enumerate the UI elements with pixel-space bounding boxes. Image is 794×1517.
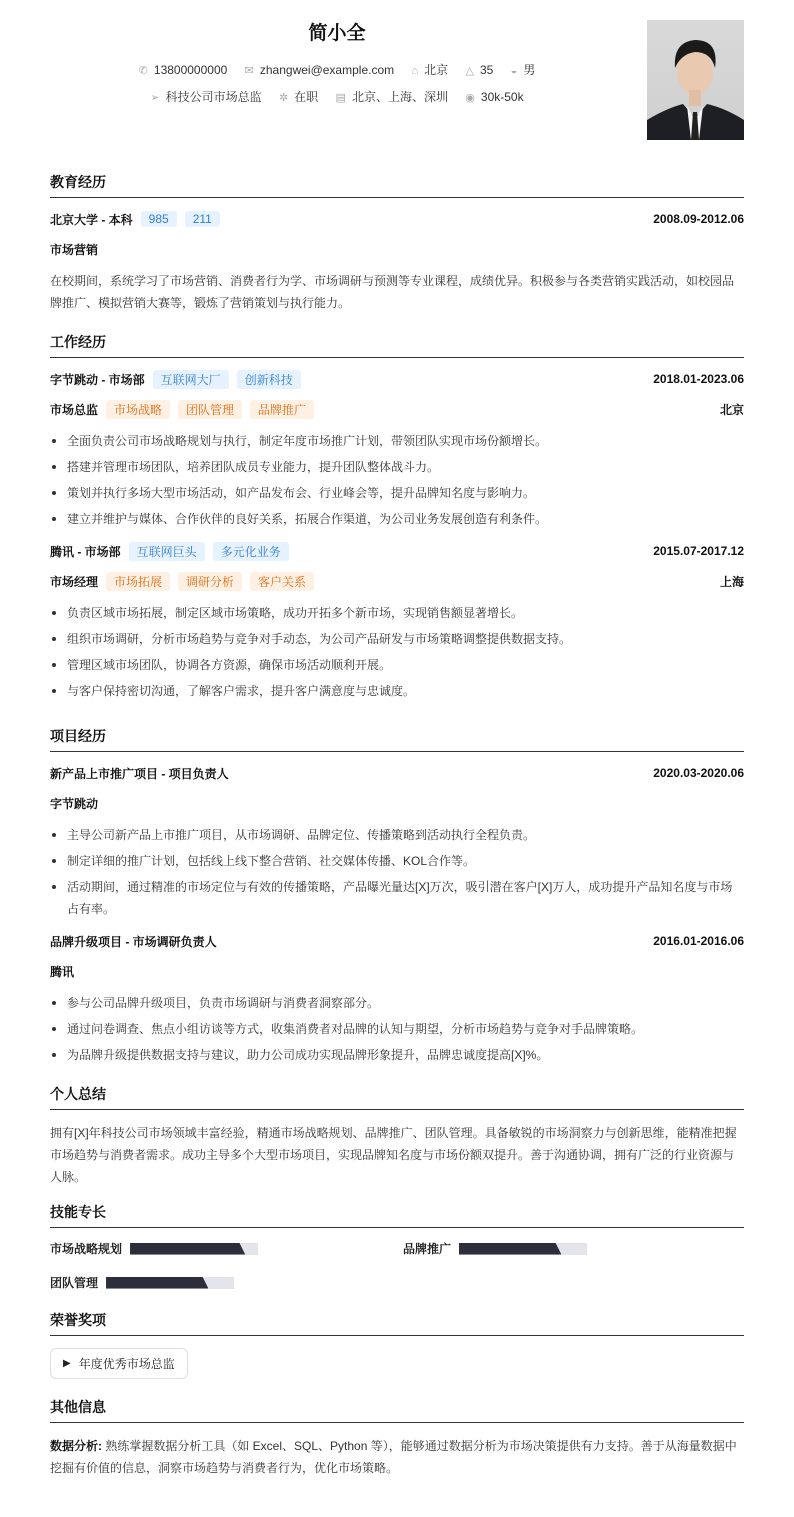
date: 2016.01-2016.06 [653, 934, 744, 948]
skill-fill [130, 1243, 245, 1255]
building-icon: ▤ [335, 92, 346, 104]
company: 腾讯 - 市场部 [50, 544, 121, 559]
section-title: 个人总结 [50, 1084, 744, 1110]
send-icon: ➢ [150, 92, 160, 104]
bullet: 负责区域市场拓展，制定区域市场策略，成功开拓多个新市场，实现销售额显著增长。 [50, 602, 744, 624]
tag: 多元化业务 [213, 542, 289, 561]
bullet: 与客户保持密切沟通，了解客户需求，提升客户满意度与忠诚度。 [50, 680, 744, 702]
bullet: 通过问卷调查、焦点小组访谈等方式，收集消费者对品牌的认知与期望，分析市场趋势与竞争对手品牌策略。 [50, 1018, 744, 1040]
role: 市场经理 [50, 574, 99, 589]
school: 北京大学 - 本科 [50, 212, 133, 227]
phone: 13800000000 [153, 63, 228, 77]
bullet: 组织市场调研，分析市场趋势与竞争对手动态，为公司产品研发与市场策略调整提供数据支持。 [50, 628, 744, 650]
gender: 男 [523, 63, 536, 77]
job-entry [50, 542, 744, 702]
role: 市场总监 [50, 402, 99, 417]
major: 市场营销 [50, 242, 99, 257]
bullet: 管理区域市场团队，协调各方资源，确保市场活动顺利开展。 [50, 654, 744, 676]
other-section [50, 1397, 744, 1479]
projects-section [50, 726, 744, 1066]
summary-text: 拥有[X]年科技公司市场领域丰富经验，精通市场战略规划、品牌推广、团队管理。具备敏锐的市场洞察力与创新思维，能精准把握市场趋势与消费者需求。成功主导多个大型市场项目，实现品牌知名度与市场份额双提升。善于沟通协调，拥有广泛的行业资源与人脉。 [50, 1126, 737, 1184]
bullet: 参与公司品牌升级项目，负责市场调研与消费者洞察部分。 [50, 992, 744, 1014]
job-intent-line [50, 88, 624, 105]
city: 北京 [424, 63, 449, 77]
bullet: 活动期间，通过精准的市场定位与有效的传播策略，产品曝光量达[X]万次，吸引潜在客户[X]万人，成功提升产品知名度与市场占有率。 [50, 876, 744, 920]
skill-item [50, 1274, 234, 1291]
education-desc: 在校期间，系统学习了市场营销、消费者行为学、市场调研与预测等专业课程，成绩优异。积极参与各类营销实践活动，如校园品牌推广、模拟营销大赛等，锻炼了营销策划与执行能力。 [50, 274, 735, 310]
tag: 互联网大厂 [153, 370, 229, 389]
email: zhangwei@example.com [259, 63, 395, 77]
other-text: 熟练掌握数据分析工具（如 Excel、SQL、Python 等），能够通过数据分析为市场决策提供有力支持。善于从海量数据中挖掘有价值的信息，洞察市场趋势与消费者行为，优化市场策略。 [50, 1439, 737, 1475]
bullet: 制定详细的推广计划，包括线上线下整合营销、社交媒体传播、KOL合作等。 [50, 850, 744, 872]
position: 科技公司市场总监 [165, 90, 262, 104]
section-title: 荣誉奖项 [50, 1310, 744, 1336]
tag: 211 [185, 211, 220, 227]
section-title: 其他信息 [50, 1397, 744, 1423]
tag: 客户关系 [250, 572, 314, 591]
salary: 30k-50k [480, 90, 524, 104]
date: 2008.09-2012.06 [653, 212, 744, 226]
section-title: 工作经历 [50, 332, 744, 358]
bullet: 建立并维护与媒体、合作伙伴的良好关系，拓展合作渠道，为公司业务发展创造有利条件。 [50, 508, 744, 530]
project-name: 品牌升级项目 - 市场调研负责人 [50, 934, 217, 949]
skill-name: 团队管理 [50, 1276, 99, 1290]
project-entry [50, 932, 744, 1066]
skills-section [50, 1202, 744, 1310]
tag: 互联网巨头 [129, 542, 205, 561]
tag: 创新科技 [237, 370, 301, 389]
bullet: 搭建并管理市场团队，培养团队成员专业能力，提升团队整体战斗力。 [50, 456, 744, 478]
tag: 调研分析 [178, 572, 242, 591]
project-name: 新产品上市推广项目 - 项目负责人 [50, 766, 229, 781]
date: 2018.01-2023.06 [653, 372, 744, 386]
job-entry [50, 370, 744, 530]
age: 35 [479, 63, 494, 77]
project-entry [50, 764, 744, 920]
home-icon: ⌂ [411, 65, 419, 77]
skill-bar [106, 1277, 234, 1289]
tag: 市场战略 [106, 400, 170, 419]
award-item[interactable] [50, 1348, 188, 1379]
gender-icon: ◒ [510, 65, 518, 77]
cake-icon: △ [465, 65, 474, 77]
tag: 市场拓展 [106, 572, 170, 591]
skill-item [403, 1240, 587, 1257]
section-title: 技能专长 [50, 1202, 744, 1228]
bullet: 主导公司新产品上市推广项目，从市场调研、品牌定位、传播策略到活动执行全程负责。 [50, 824, 744, 846]
skill-bar [459, 1243, 587, 1255]
project-company: 腾讯 [50, 964, 75, 979]
resume-header [50, 0, 744, 150]
location: 上海 [719, 574, 744, 589]
status-icon: ✲ [278, 92, 289, 104]
candidate-name: 简小全 [308, 23, 366, 44]
bullet: 策划并执行多场大型市场活动，如产品发布会、行业峰会等，提升品牌知名度与影响力。 [50, 482, 744, 504]
status: 在职 [294, 90, 319, 104]
bullet: 全面负责公司市场战略规划与执行，制定年度市场推广计划，带领团队实现市场份额增长。 [50, 430, 744, 452]
other-label: 数据分析: [50, 1439, 102, 1453]
project-company: 字节跳动 [50, 796, 99, 811]
section-title: 教育经历 [50, 172, 744, 198]
skill-fill [106, 1277, 208, 1289]
tag: 团队管理 [178, 400, 242, 419]
skill-name: 品牌推广 [403, 1242, 452, 1256]
skill-name: 市场战略规划 [50, 1242, 123, 1256]
date: 2020.03-2020.06 [653, 766, 744, 780]
tag: 985 [141, 211, 177, 227]
education-section [50, 172, 744, 314]
target-cities: 北京、上海、深圳 [351, 90, 448, 104]
section-title: 项目经历 [50, 726, 744, 752]
skill-item [50, 1240, 258, 1257]
skill-bar [130, 1243, 258, 1255]
summary-section [50, 1084, 744, 1188]
award-name: 年度优秀市场总监 [78, 1357, 175, 1371]
skill-fill [459, 1243, 561, 1255]
work-section [50, 332, 744, 702]
phone-icon: ✆ [138, 65, 148, 77]
awards-section [50, 1310, 744, 1397]
tag: 品牌推广 [250, 400, 314, 419]
company: 字节跳动 - 市场部 [50, 372, 145, 387]
location: 北京 [719, 402, 744, 417]
triangle-right-icon: ▶ [63, 1358, 71, 1369]
mail-icon: ✉ [244, 65, 254, 77]
date: 2015.07-2017.12 [653, 544, 744, 558]
salary-icon: ◉ [465, 92, 475, 104]
profile-photo [647, 20, 744, 140]
bullet: 为品牌升级提供数据支持与建议，助力公司成功实现品牌形象提升，品牌忠诚度提高[X]%。 [50, 1044, 744, 1066]
contact-line [50, 61, 624, 78]
